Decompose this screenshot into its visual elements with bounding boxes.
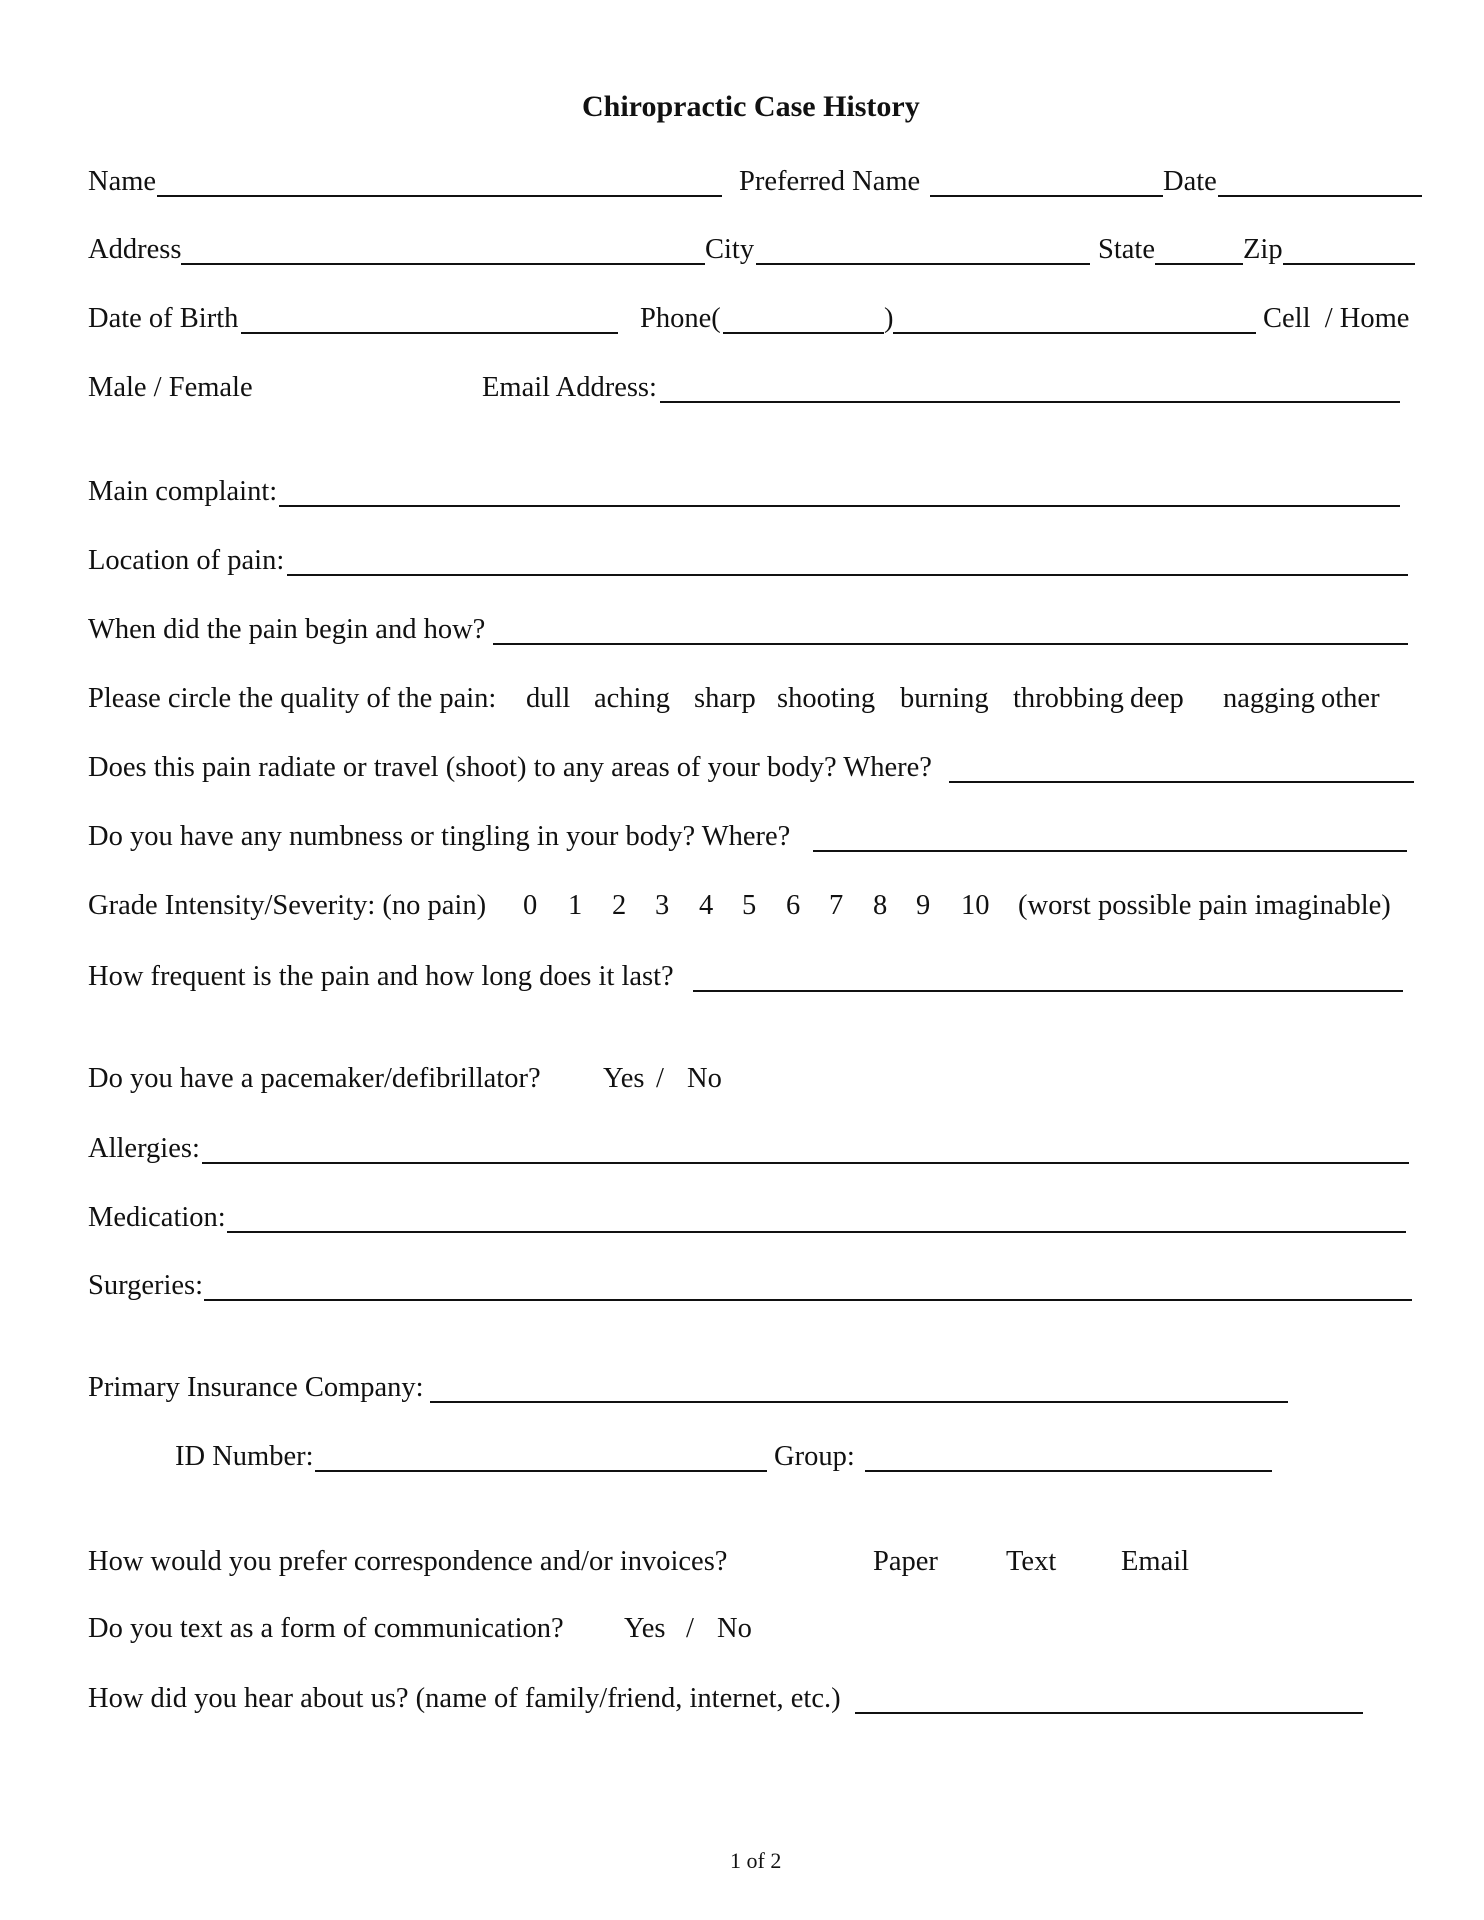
state-label: State — [1098, 234, 1155, 265]
phone-type-options[interactable]: Cell / Home — [1263, 303, 1410, 334]
sex-options[interactable]: Male / Female — [88, 372, 253, 403]
quality-label: Please circle the quality of the pain: — [88, 683, 497, 714]
surgeries-label: Surgeries: — [88, 1270, 204, 1301]
severity-option-3[interactable]: 3 — [655, 890, 670, 921]
pacemaker-yes-option[interactable]: Yes — [603, 1063, 645, 1094]
severity-option-1[interactable]: 1 — [568, 890, 583, 921]
zip-label: Zip — [1243, 234, 1283, 265]
name-field[interactable] — [157, 195, 722, 197]
insurance-company-label: Primary Insurance Company: — [88, 1372, 424, 1403]
severity-option-7[interactable]: 7 — [829, 890, 844, 921]
quality-option-nagging[interactable]: nagging — [1223, 683, 1315, 714]
quality-option-shooting[interactable]: shooting — [777, 683, 876, 714]
quality-option-dull[interactable]: dull — [526, 683, 571, 714]
medication-field[interactable] — [227, 1231, 1406, 1233]
state-field[interactable] — [1155, 263, 1243, 265]
onset-field[interactable] — [493, 643, 1408, 645]
allergies-label: Allergies: — [88, 1133, 200, 1164]
quality-option-deep[interactable]: deep — [1130, 683, 1184, 714]
severity-option-9[interactable]: 9 — [916, 890, 931, 921]
insurance-company-field[interactable] — [430, 1401, 1288, 1403]
quality-option-sharp[interactable]: sharp — [694, 683, 756, 714]
severity-option-2[interactable]: 2 — [612, 890, 627, 921]
phone-close-paren: ) — [884, 303, 894, 334]
quality-option-aching[interactable]: aching — [594, 683, 670, 714]
pacemaker-separator: / — [656, 1063, 664, 1094]
quality-option-burning[interactable]: burning — [900, 683, 989, 714]
frequency-field[interactable] — [693, 990, 1403, 992]
severity-option-0[interactable]: 0 — [523, 890, 538, 921]
severity-option-4[interactable]: 4 — [699, 890, 714, 921]
severity-option-10[interactable]: 10 — [961, 890, 990, 921]
medication-label: Medication: — [88, 1202, 226, 1233]
pacemaker-no-option[interactable]: No — [687, 1063, 722, 1094]
preferred-name-label: Preferred Name — [739, 166, 921, 197]
quality-option-throbbing[interactable]: throbbing — [1013, 683, 1124, 714]
preferred-name-field[interactable] — [930, 195, 1163, 197]
dob-field[interactable] — [241, 332, 618, 334]
address-label: Address — [88, 234, 182, 265]
email-label: Email Address: — [482, 372, 657, 403]
radiate-label: Does this pain radiate or travel (shoot) to any areas of your body? Where? — [88, 752, 932, 783]
referral-label: How did you hear about us? (name of family/friend, internet, etc.) — [88, 1683, 841, 1714]
group-label: Group: — [774, 1441, 855, 1472]
severity-option-5[interactable]: 5 — [742, 890, 757, 921]
pacemaker-label: Do you have a pacemaker/defibrillator? — [88, 1063, 541, 1094]
id-number-label: ID Number: — [175, 1441, 314, 1472]
text-no-option[interactable]: No — [717, 1613, 752, 1644]
text-yes-option[interactable]: Yes — [624, 1613, 666, 1644]
numbness-field[interactable] — [813, 850, 1407, 852]
phone-number-field[interactable] — [893, 332, 1256, 334]
phone-label: Phone( — [640, 303, 721, 334]
radiate-field[interactable] — [949, 781, 1414, 783]
city-field[interactable] — [756, 263, 1090, 265]
allergies-field[interactable] — [202, 1162, 1409, 1164]
date-label: Date — [1163, 166, 1217, 197]
city-label: City — [705, 234, 755, 265]
location-field[interactable] — [287, 574, 1408, 576]
correspondence-option-paper[interactable]: Paper — [873, 1546, 938, 1577]
numbness-label: Do you have any numbness or tingling in your body? Where? — [88, 821, 791, 852]
zip-field[interactable] — [1283, 263, 1415, 265]
surgeries-field[interactable] — [204, 1299, 1412, 1301]
text-separator: / — [686, 1613, 694, 1644]
main-complaint-field[interactable] — [279, 505, 1400, 507]
correspondence-option-text[interactable]: Text — [1006, 1546, 1057, 1577]
name-label: Name — [88, 166, 157, 197]
address-field[interactable] — [181, 263, 705, 265]
onset-label: When did the pain begin and how? — [88, 614, 486, 645]
frequency-label: How frequent is the pain and how long does it last? — [88, 961, 674, 992]
phone-area-code-field[interactable] — [723, 332, 884, 334]
severity-max-label: (worst possible pain imaginable) — [1018, 890, 1391, 921]
correspondence-option-email[interactable]: Email — [1121, 1546, 1190, 1577]
email-field[interactable] — [660, 401, 1400, 403]
main-complaint-label: Main complaint: — [88, 476, 278, 507]
group-field[interactable] — [865, 1470, 1272, 1472]
date-field[interactable] — [1218, 195, 1422, 197]
correspondence-label: How would you prefer correspondence and/or invoices? — [88, 1546, 728, 1577]
location-label: Location of pain: — [88, 545, 285, 576]
text-communication-label: Do you text as a form of communication? — [88, 1613, 564, 1644]
id-number-field[interactable] — [315, 1470, 767, 1472]
page-title: Chiropractic Case History — [582, 90, 920, 123]
page-indicator: 1 of 2 — [730, 1848, 782, 1873]
quality-option-other[interactable]: other — [1321, 683, 1380, 714]
severity-option-6[interactable]: 6 — [786, 890, 801, 921]
severity-option-8[interactable]: 8 — [873, 890, 888, 921]
referral-field[interactable] — [855, 1712, 1363, 1714]
dob-label: Date of Birth — [88, 303, 239, 334]
severity-label: Grade Intensity/Severity: (no pain) — [88, 890, 487, 921]
